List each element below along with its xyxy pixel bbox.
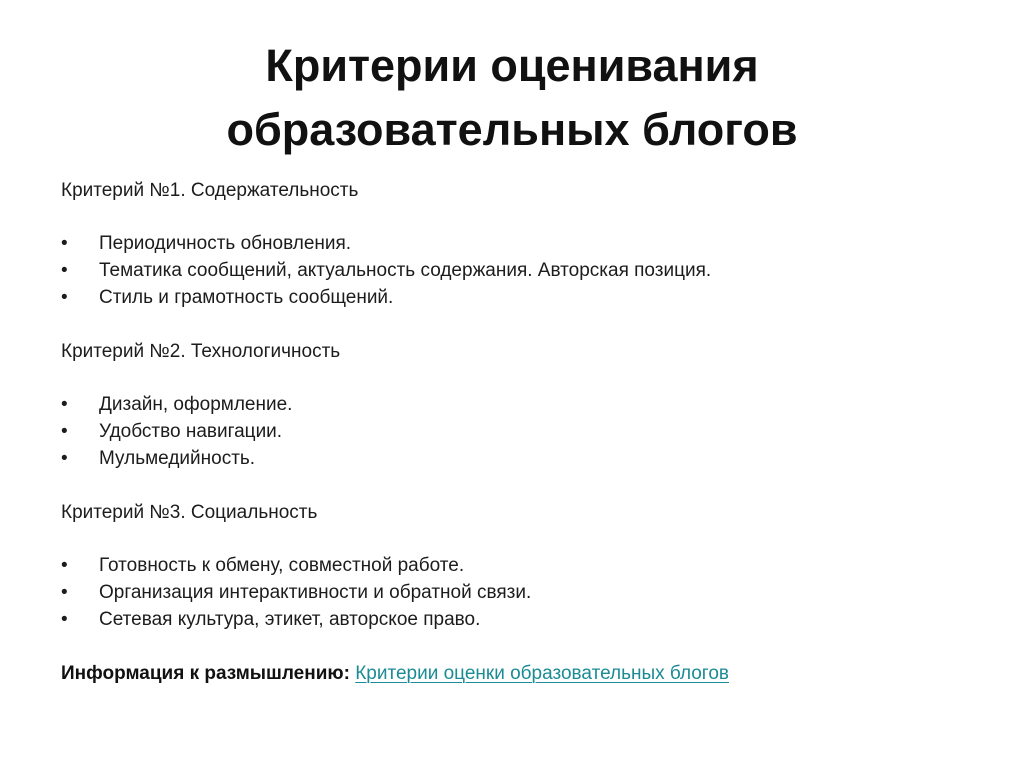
criterion-1-heading: Критерий №1. Содержательность	[61, 180, 359, 201]
bullet-icon: •	[61, 582, 68, 603]
bullet-icon: •	[61, 394, 68, 415]
list-item	[61, 445, 961, 472]
list-item	[61, 579, 961, 606]
list-item-text: Периодичность обновления.	[99, 233, 352, 254]
page-title	[0, 34, 1024, 162]
page-title-line-2: образовательных блогов	[226, 104, 798, 155]
list-item	[61, 230, 961, 257]
criterion-2	[61, 338, 961, 472]
list-item-text: Готовность к обмену, совместной работе.	[99, 555, 465, 576]
list-item-text: Тематика сообщений, актуальность содержания. Авторская позиция.	[99, 260, 712, 281]
list-item	[61, 606, 961, 633]
criterion-1	[61, 177, 961, 311]
criteria-content	[61, 177, 961, 687]
criterion-2-heading: Критерий №2. Технологичность	[61, 341, 341, 362]
criterion-3	[61, 499, 961, 633]
reflection-label: Информация к размышлению:	[61, 663, 350, 684]
list-item-text: Организация интерактивности и обратной связи.	[99, 582, 532, 603]
bullet-icon: •	[61, 421, 68, 442]
criterion-3-list	[61, 552, 961, 633]
list-item	[61, 257, 961, 284]
bullet-icon: •	[61, 609, 68, 630]
page-title-line-1: Критерии оценивания	[265, 40, 759, 91]
bullet-icon: •	[61, 233, 68, 254]
criterion-3-heading: Критерий №3. Социальность	[61, 502, 318, 523]
list-item	[61, 284, 961, 311]
list-item-text: Стиль и грамотность сообщений.	[99, 287, 394, 308]
list-item	[61, 418, 961, 445]
list-item	[61, 552, 961, 579]
list-item-text: Сетевая культура, этикет, авторское право.	[99, 609, 481, 630]
bullet-icon: •	[61, 260, 68, 281]
list-item	[61, 391, 961, 418]
criterion-1-list	[61, 230, 961, 311]
bullet-icon: •	[61, 555, 68, 576]
bullet-icon: •	[61, 448, 68, 469]
criterion-2-list	[61, 391, 961, 472]
list-item-text: Мульмедийность.	[99, 448, 256, 469]
blog-criteria-link[interactable]: Критерии оценки образовательных блогов	[355, 663, 729, 684]
list-item-text: Дизайн, оформление.	[99, 394, 293, 415]
bullet-icon: •	[61, 287, 68, 308]
list-item-text: Удобство навигации.	[99, 421, 283, 442]
reflection-info	[61, 660, 961, 687]
